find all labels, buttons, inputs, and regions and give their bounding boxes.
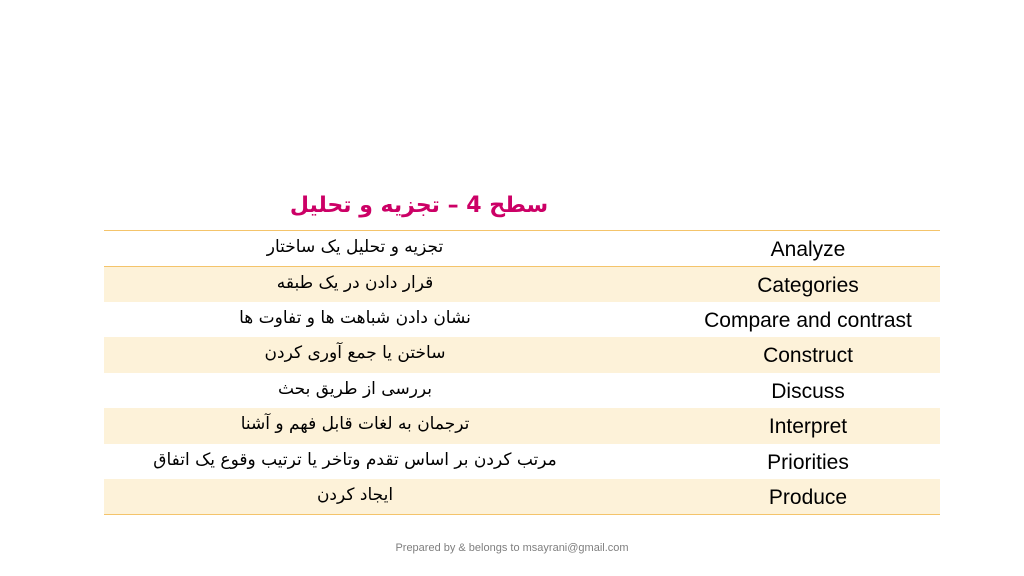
table-row [104,337,940,373]
english-term: Priorities [767,450,849,474]
table-row [104,231,940,267]
persian-meaning: بررسی از طریق بحث [277,378,433,399]
persian-meaning: مرتب کردن بر اساس تقدم وتاخر یا ترتیب وقوع یک اتفاق [153,449,557,470]
english-term: Produce [676,479,940,515]
english-term: Construct [676,337,940,373]
english-term: Categories [676,266,940,302]
persian-meaning: نشان دادن شباهت ها و تفاوت ها [239,307,471,328]
persian-meaning: ترجمان به لغات قابل فهم و آشنا [104,408,676,444]
english-term: Analyze [676,231,940,267]
persian-meaning: تجزیه و تحلیل یک ساختار [104,231,676,267]
table-row [104,479,940,515]
persian-meaning: ساختن یا جمع آوری کردن [104,337,676,373]
english-term: Interpret [676,408,940,444]
table-row [104,408,940,444]
table-row [104,302,940,338]
footer-credit: Prepared by & belongs to msayrani@gmail.com [395,542,629,554]
vocabulary-table [104,230,940,515]
persian-meaning: قرار دادن در یک طبقه [104,266,676,302]
table-row [104,266,940,302]
english-term: Discuss [771,379,845,403]
table-row [104,373,940,409]
table-row [104,444,940,480]
slide-title: سطح 4 – تجزیه و تحلیل [289,193,549,218]
english-term: Compare and contrast [704,308,912,332]
persian-meaning: ایجاد کردن [104,479,676,515]
